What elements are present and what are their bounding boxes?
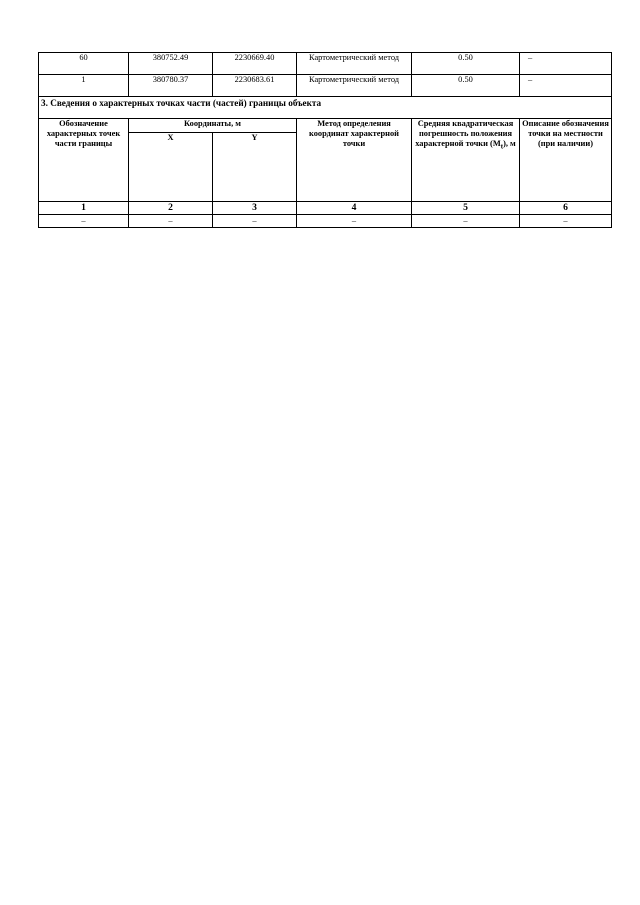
error-cell: 0.50 — [412, 53, 520, 75]
y-coordinate-cell: 2230669.40 — [213, 53, 297, 75]
y-coordinate-cell: 2230683.61 — [213, 75, 297, 97]
column-number: 1 — [39, 202, 129, 215]
point-number-cell: 60 — [39, 53, 129, 75]
boundary-points-table — [38, 52, 612, 228]
column-number: 3 — [213, 202, 297, 215]
column-number: 4 — [297, 202, 412, 215]
column-number: 2 — [129, 202, 213, 215]
section-3-title: 3. Сведения о характерных точках части (частей) границы объекта — [39, 97, 612, 119]
empty-cell: – — [412, 215, 520, 228]
point-number-cell: 1 — [39, 75, 129, 97]
x-header: X — [129, 133, 213, 202]
column-number: 5 — [412, 202, 520, 215]
y-header: Y — [213, 133, 297, 202]
error-header-subscript: t — [500, 142, 504, 151]
table-row — [39, 215, 612, 228]
table-row — [39, 53, 612, 75]
column-number: 6 — [520, 202, 612, 215]
x-coordinate-cell: 380752.49 — [129, 53, 213, 75]
empty-cell: – — [297, 215, 412, 228]
empty-cell: – — [129, 215, 213, 228]
header-row — [39, 119, 612, 133]
designation-header: Обозначение характерных точек части границы — [39, 119, 129, 202]
coordinates-header: Координаты, м — [129, 119, 297, 133]
error-header-text: Средняя квадратическая погрешность положения характерной точки (M — [415, 119, 514, 148]
description-cell: – — [520, 75, 612, 97]
x-coordinate-cell: 380780.37 — [129, 75, 213, 97]
column-numbers-row — [39, 202, 612, 215]
description-cell: – — [520, 53, 612, 75]
method-cell: Картометрический метод — [297, 53, 412, 75]
error-cell: 0.50 — [412, 75, 520, 97]
empty-cell: – — [520, 215, 612, 228]
empty-cell: – — [213, 215, 297, 228]
error-header-unit: ), м — [503, 139, 516, 148]
description-header: Описание обозначения точки на местности (при наличии) — [520, 119, 612, 202]
error-header — [412, 119, 520, 202]
table-row — [39, 75, 612, 97]
method-cell: Картометрический метод — [297, 75, 412, 97]
empty-cell: – — [39, 215, 129, 228]
method-header: Метод определения координат характерной точки — [297, 119, 412, 202]
section-title-row — [39, 97, 612, 119]
